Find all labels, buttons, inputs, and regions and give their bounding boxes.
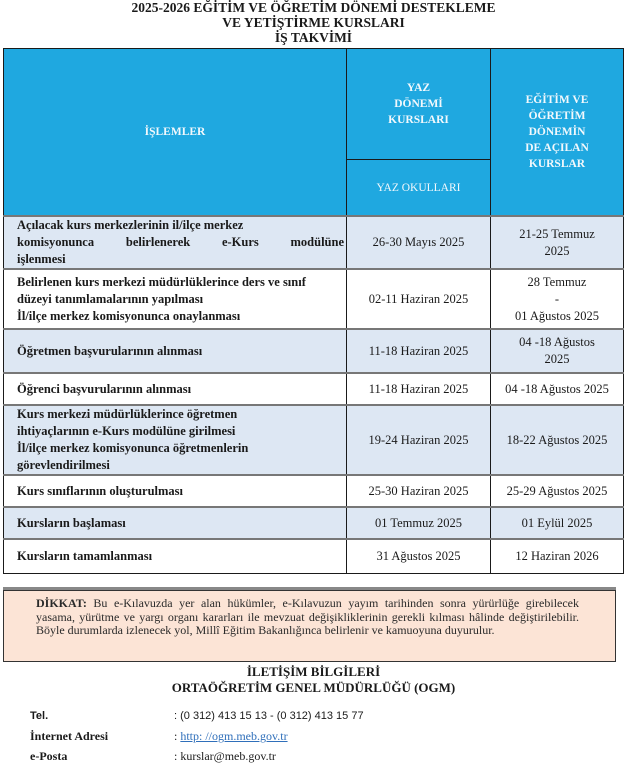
school-year-date-line: 2025: [544, 352, 570, 366]
table-row: [4, 329, 624, 373]
operation-cell: [4, 475, 347, 507]
school-year-date-line: 18-22 Ağustos 2025: [506, 432, 608, 447]
contact-info: [30, 706, 364, 766]
summer-date-cell: 31 Ağustos 2025: [347, 539, 491, 573]
operation-cell: [4, 373, 347, 405]
header-school-year-line: ÖĞRETİM: [528, 110, 586, 122]
table-row: [4, 373, 624, 405]
header-summer-schools: YAZ OKULLARI: [347, 160, 491, 217]
school-year-date-line: 04 -18 Ağustos 2025: [505, 381, 609, 396]
phone-value: : (0 312) 413 15 13 - (0 312) 413 15 77: [174, 710, 364, 722]
web-label: İnternet Adresi: [30, 729, 109, 743]
summer-date-cell: 11-18 Haziran 2025: [347, 329, 491, 373]
school-year-date-cell: [491, 329, 624, 373]
school-year-date-cell: [491, 539, 624, 573]
operation-cell: [4, 539, 347, 573]
schedule-table: [3, 48, 624, 574]
header-school-year-line: KURSLAR: [528, 158, 586, 170]
table-row: [4, 405, 624, 475]
summer-date-cell: 19-24 Haziran 2025: [347, 405, 491, 475]
operation-line: İl/ilçe merkez komisyonunca öğretmenlerin: [17, 441, 249, 455]
header-school-year-line: DÖNEMİN: [528, 126, 586, 138]
operation-line: Belirlenen kurs merkezi müdürlüklerince ders ve sınıf: [17, 274, 306, 289]
notice-box: [3, 590, 616, 662]
school-year-date-line: 12 Haziran 2026: [515, 548, 599, 563]
email-label: e-Posta: [30, 749, 68, 763]
header-summer-courses: [347, 49, 491, 160]
title-line-3: İŞ TAKVİMİ: [274, 30, 353, 45]
notice-body: Bu e-Kılavuzda yer alan hükümler, e-Kılavuzun yayım tarihinden sonra yürürlüğe girebilecek yasama, yürütme ve yargı organı kararları ile mevzuat değişikliklerinin gerekli kılması hâlinde değiştirilebilir. Böyle durumlarda izlenecek yol, Millî Eğitim Bakanlığınca belirlenir ve kamuoyuna duyurulur.: [36, 596, 580, 637]
school-year-date-line: 04 -18 Ağustos: [519, 335, 595, 349]
title-line-2: VE YETİŞTİRME KURSLARI: [222, 15, 405, 30]
school-year-date-cell: [491, 507, 624, 539]
operation-line: Öğrenci başvurularının alınması: [17, 381, 192, 396]
school-year-date-line: 28 Temmuz: [527, 274, 587, 289]
operation-line: görevlendirilmesi: [17, 458, 110, 472]
web-prefix: :: [174, 729, 181, 743]
website-link[interactable]: http: //ogm.meb.gov.tr: [180, 729, 288, 743]
summer-date-cell: 11-18 Haziran 2025: [347, 373, 491, 405]
notice-text: [36, 597, 579, 638]
school-year-date-line: 25-29 Ağustos 2025: [506, 483, 608, 498]
operation-cell: [4, 507, 347, 539]
summer-date-cell: 01 Temmuz 2025: [347, 507, 491, 539]
summer-date-cell: 25-30 Haziran 2025: [347, 475, 491, 507]
email-value: : kurslar@meb.gov.tr: [174, 749, 276, 763]
contact-heading: [0, 664, 627, 696]
notice-label: DİKKAT:: [36, 596, 87, 610]
document-title: [0, 0, 627, 45]
operation-line: ihtiyaçlarının e-Kurs modülüne girilmesi: [17, 424, 236, 438]
title-line-1: 2025-2026 EĞİTİM VE ÖĞRETİM DÖNEMİ DESTEKLEME: [131, 0, 496, 15]
header-school-year-line: DE AÇILAN: [525, 142, 589, 154]
operation-line: İl/ilçe merkez komisyonunca onaylanması: [17, 308, 241, 323]
summer-date-cell: 02-11 Haziran 2025: [347, 269, 491, 329]
operation-line: Kursların tamamlanması: [17, 548, 153, 563]
school-year-date-cell: [491, 475, 624, 507]
table-row: [4, 216, 624, 269]
contact-phone-row: [30, 706, 364, 726]
school-year-date-line: 01 Ağustos 2025: [514, 308, 600, 323]
phone-label: Tel.: [30, 710, 49, 722]
operation-line: Açılacak kurs merkezlerinin il/ilçe merkez: [17, 218, 244, 232]
header-school-year-line: EĞİTİM VE: [525, 94, 589, 106]
header-summer-line: YAZ: [406, 82, 431, 94]
operation-line: Öğretmen başvurularının alınması: [17, 343, 203, 358]
school-year-date-cell: [491, 269, 624, 329]
contact-title-1: İLETİŞİM BİLGİLERİ: [246, 664, 381, 679]
header-summer-line: DÖNEMİ: [394, 98, 443, 110]
contact-web-row: [30, 726, 364, 746]
school-year-date-line: 21-25 Temmuz: [519, 226, 595, 241]
operation-cell: [4, 216, 347, 269]
school-year-date-cell: [491, 216, 624, 269]
operation-cell: [4, 329, 347, 373]
table-row: [4, 507, 624, 539]
school-year-date-cell: [491, 373, 624, 405]
header-operations: İŞLEMLER: [4, 49, 347, 217]
operation-line: düzeyi tanımlamalarının yapılması: [17, 291, 204, 306]
contact-title-2: ORTAÖĞRETİM GENEL MÜDÜRLÜĞÜ (OGM): [171, 680, 456, 695]
school-year-date-line: 2025: [544, 243, 570, 258]
operation-line: komisyonunca belirlenerek e-Kurs modülüne: [17, 235, 344, 249]
summer-date-cell: 26-30 Mayıs 2025: [347, 216, 491, 269]
school-year-date-line: -: [554, 291, 560, 306]
operation-line: işlenmesi: [17, 252, 66, 266]
school-year-date-line: 01 Eylül 2025: [521, 515, 593, 530]
table-row: [4, 539, 624, 573]
operation-line: Kurs sınıflarının oluşturulması: [17, 483, 184, 498]
school-year-date-cell: [491, 405, 624, 475]
header-school-year-courses: [491, 49, 624, 217]
header-summer-line: KURSLARI: [388, 114, 449, 126]
contact-email-row: [30, 746, 364, 766]
table-row: [4, 269, 624, 329]
operation-line: Kurs merkezi müdürlüklerince öğretmen: [17, 407, 238, 421]
operation-line: Kursların başlaması: [17, 515, 126, 530]
web-value: [174, 726, 288, 746]
table-row: [4, 475, 624, 507]
operation-cell: [4, 405, 347, 475]
operation-cell: [4, 269, 347, 329]
